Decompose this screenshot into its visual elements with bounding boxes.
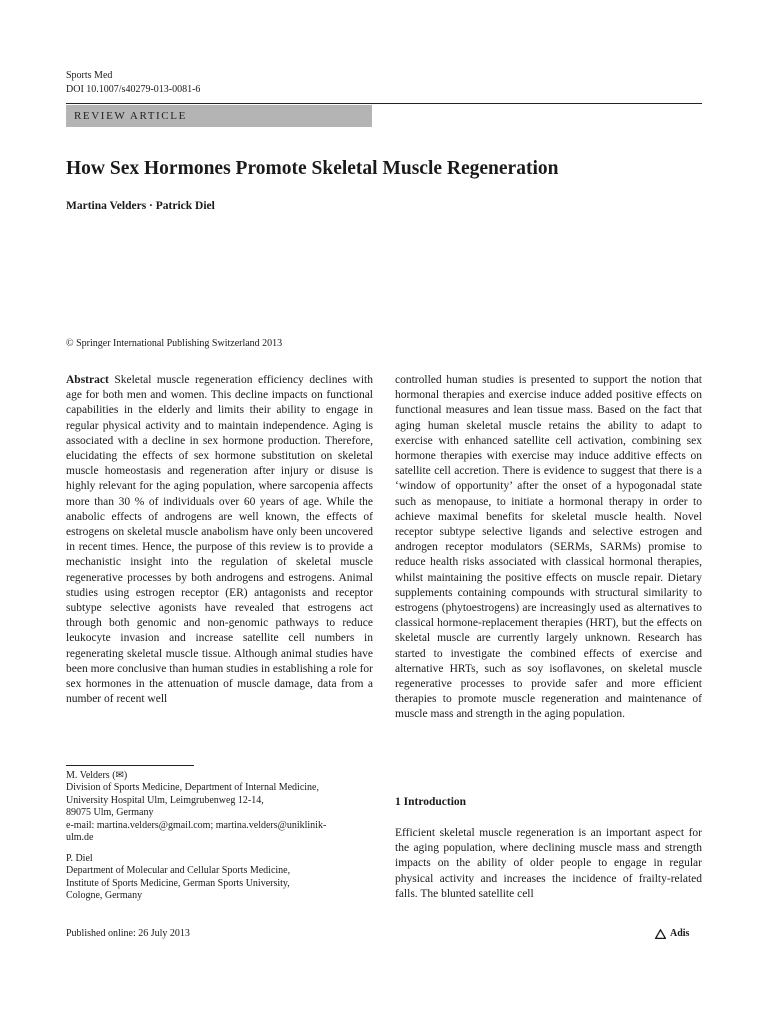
article-title: How Sex Hormones Promote Skeletal Muscle Regeneration (66, 158, 559, 179)
affiliation-line: University Hospital Ulm, Leimgrubenweg 12-14, (66, 794, 264, 806)
journal-name: Sports Med (66, 70, 113, 81)
affiliation-rule (66, 765, 194, 766)
section-heading-introduction: 1 Introduction (395, 796, 467, 808)
abstract-label: Abstract (66, 374, 109, 386)
affiliation-name: M. Velders (✉) (66, 770, 128, 781)
affiliation-line: Department of Molecular and Cellular Sports Medicine, (66, 865, 291, 877)
affiliation-1 (66, 770, 366, 844)
affiliation-line: Division of Sports Medicine, Department of Internal Medicine, (66, 782, 319, 794)
affiliation-line: Institute of Sports Medicine, German Sports University, (66, 877, 290, 889)
authors: Martina Velders · Patrick Diel (66, 200, 215, 212)
introduction-text: Efficient skeletal muscle regeneration is an important aspect for the aging population, where declining muscle mass and strength impacts on the ability of older people to engage in regular physical activity and increases the incidence of frailty-related falls. The blunted satellite cell (395, 827, 702, 900)
triangle-logo-icon (655, 929, 666, 939)
journal-header (66, 69, 200, 97)
affiliation-line: Cologne, Germany (66, 890, 143, 902)
published-date: Published online: 26 July 2013 (66, 928, 190, 939)
affiliation-email-cont[interactable]: ulm.de (66, 832, 94, 844)
affiliation-name: P. Diel (66, 853, 93, 864)
publisher-name: Adis (670, 928, 690, 939)
copyright: © Springer International Publishing Switzerland 2013 (66, 338, 283, 349)
affiliation-line: 89075 Ulm, Germany (66, 807, 154, 819)
abstract-text: Skeletal muscle regeneration efficiency declines with age for both men and women. This decline impacts on functional capabilities in the elderly and limits their ability to engage in regular physical activity and to maintain independence. Aging is associated with a decline in sex hormone production. Therefore, elucidating the effects of sex hormone substitution on skeletal muscle homeostasis and regeneration after injury or disuse is highly relevant for the aging population, where sarcopenia affects more than 30 % of individuals over 60 years of age. While the anabolic effects of androgens are well known, the effects of estrogens on skeletal muscle anabolism have only been uncovered in recent times. Hence, the purpose of this review is to provide a mechanistic insight into the regulation of skeletal muscle regenerative processes by both androgens and estrogens. Animal studies using estrogen receptor (ER) antagonists and receptor subtype selective agonists have revealed that estrogens act through both genomic and non-genomic pathways to reduce leukocyte invasion and increase satellite cell numbers in regenerating skeletal muscle tissue. Although animal studies have been more conclusive than human studies in establishing a role for sex hormones in the attenuation of muscle damage, data from a number of recent well (66, 374, 374, 706)
abstract (66, 373, 373, 707)
doi[interactable]: DOI 10.1007/s40279-013-0081-6 (66, 84, 201, 95)
header-rule (66, 103, 702, 104)
abstract-continued: controlled human studies is presented to support the notion that hormonal therapies and exercise induce added positive effects on functional measures and lean tissue mass. Based on the fact that aging human skeletal muscle retains the ability to adapt to exercise with enhanced satellite cell activation, combining sex hormone therapies with exercise may induce additive effects on satellite cell accretion. There is evidence to suggest that there is a ‘window of opportunity’ after the onset of a hypogonadal state such as menopause, to initiate a hormonal therapy in order to achieve maximal benefits for skeletal muscle health. Novel receptor subtype selective ligands and selective estrogen and androgen receptor modulators (SERMs, SARMs) promise to reduce health risks associated with classical hormonal therapies, whilst maintaining the positive effects on muscle repair. Dietary supplements containing compounds with structural similarity to estrogens (phytoestrogens) are increasingly used as alternatives to classical hormone-replacement therapies (HRT), but the effects on skeletal muscle are currently largely unknown. Research has started to investigate the combined effects of exercise and alternative HRTs, such as soy isoflavones, on skeletal muscle regenerative processes to provide safer and more efficient therapies to promote muscle regeneration and maintenance of muscle mass and strength in the aging population. (395, 374, 702, 721)
publisher-logo (655, 928, 689, 939)
article-type-banner: REVIEW ARTICLE (66, 105, 372, 127)
affiliation-2 (66, 853, 366, 903)
affiliation-email[interactable]: e-mail: martina.velders@gmail.com; martina.velders@uniklinik- (66, 819, 327, 831)
